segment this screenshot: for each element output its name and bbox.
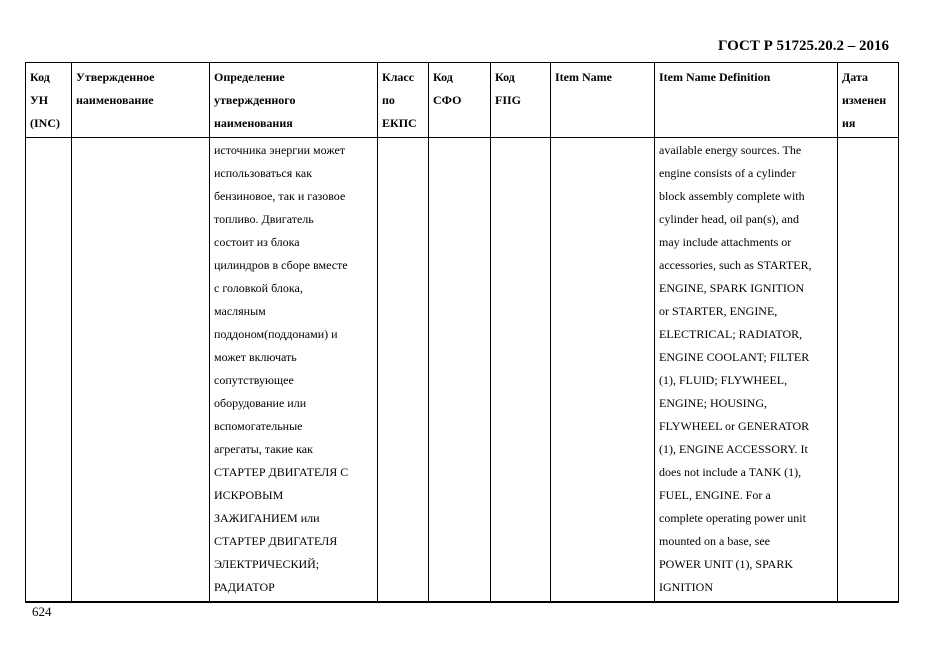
header-sfo-code: Код СФО xyxy=(429,63,491,138)
header-definition-ru: Определение утвержденного наименования xyxy=(210,63,378,138)
cell-change-date xyxy=(838,138,899,603)
cell-sfo-code xyxy=(429,138,491,603)
cell-ekps-class xyxy=(378,138,429,603)
table-header-row xyxy=(26,63,899,138)
header-item-name: Item Name xyxy=(551,63,655,138)
cell-item-name-definition: available energy sources. The engine consists of a cylinder block assembly complete with cylinder head, oil pan(s), and may include attachments or accessories, such as STARTER, ENGINE, SPARK IGNITION or STARTER, ENGINE, ELECTRICAL; RADIATOR, ENGINE COOLANT; FILTER (1), FLUID; FLYWHEEL, ENGINE; HOUSING, FLYWHEEL or GENERATOR (1), ENGINE ACCESSORY. It does not include a TANK (1), FUEL, ENGINE. For a complete operating power unit mounted on a base, see POWER UNIT (1), SPARK IGNITION xyxy=(655,138,838,603)
header-change-date: Дата изменен ия xyxy=(838,63,899,138)
header-item-name-definition: Item Name Definition xyxy=(655,63,838,138)
cell-fiig-code xyxy=(491,138,551,603)
document-standard-code: ГОСТ Р 51725.20.2 – 2016 xyxy=(717,38,889,54)
header-fiig-code: Код FIIG xyxy=(491,63,551,138)
cell-item-name xyxy=(551,138,655,603)
cell-definition-ru: источника энергии может использоваться как бензиновое, так и газовое топливо. Двигатель состоит из блока цилиндров в сборе вместе с головкой блока, масляным поддоном(поддонами) и может включать сопутствующее оборудование или вспомогательные агрегаты, такие как СТАРТЕР ДВИГАТЕЛЯ С ИСКРОВЫМ ЗАЖИГАНИЕМ или СТАРТЕР ДВИГАТЕЛЯ ЭЛЕКТРИЧЕСКИЙ; РАДИАТОР xyxy=(210,138,378,603)
table-row xyxy=(26,138,899,603)
header-ekps-class: Класс по ЕКПС xyxy=(378,63,429,138)
header-inc-code: Код УН (INC) xyxy=(26,63,72,138)
nomenclature-table xyxy=(25,62,899,603)
cell-inc-code xyxy=(26,138,72,603)
cell-approved-name xyxy=(72,138,210,603)
header-approved-name: Утвержденное наименование xyxy=(72,63,210,138)
page-number: 624 xyxy=(32,604,52,619)
